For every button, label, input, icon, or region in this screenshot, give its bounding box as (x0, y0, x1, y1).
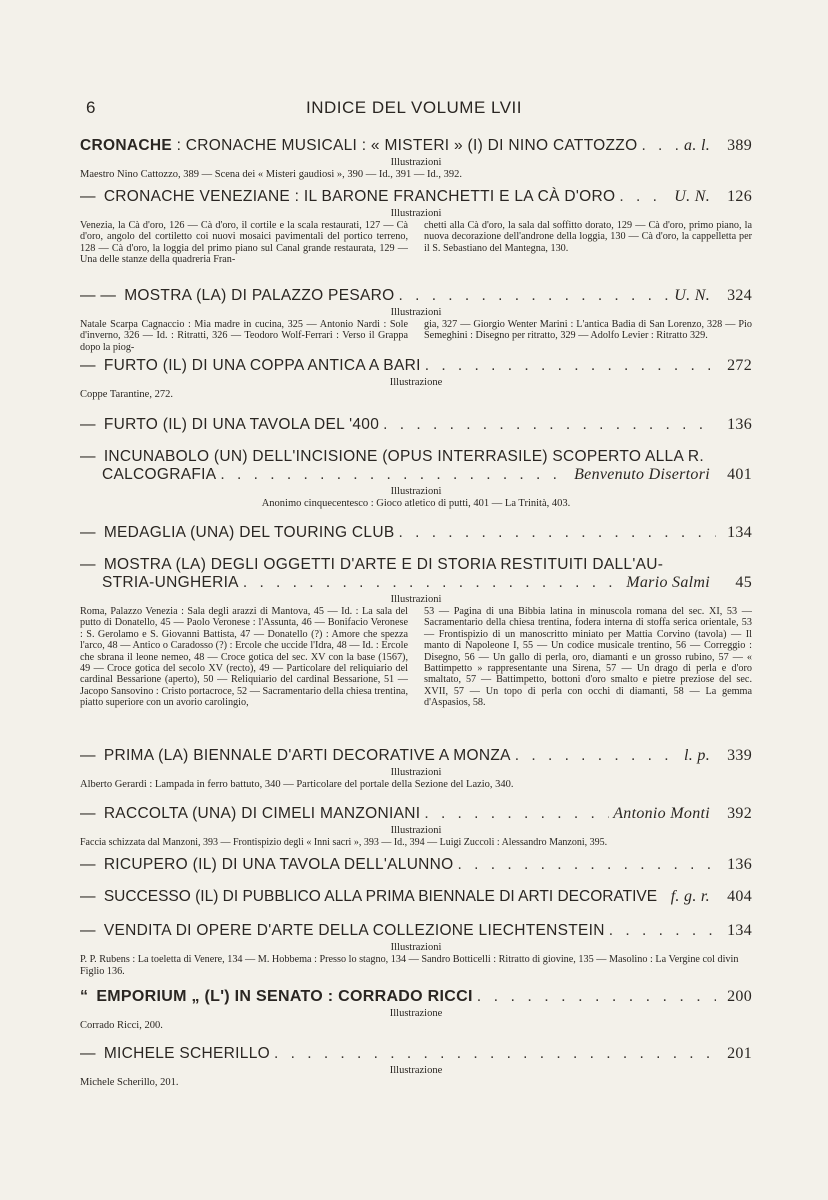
index-entry (80, 416, 752, 434)
entry-title: SUCCESSO (IL) DI PUBBLICO ALLA PRIMA BIENNALE DI ARTI DECORATIVE (103, 888, 658, 905)
entry-title: VENDITA DI OPERE D'ARTE DELLA COLLEZIONE LIECHTENSTEIN (103, 922, 605, 939)
entry-dash: — (80, 747, 96, 764)
illustrations-label: Illustrazioni (390, 825, 442, 836)
caption-columns (80, 319, 752, 353)
illustrations-label: Illustrazioni (390, 942, 442, 953)
index-entry (80, 556, 752, 709)
illustration-caption: Anonimo cinquecentesco : Gioco atletico di putti, 401 — La Trinità, 403. (261, 498, 571, 509)
index-entry (80, 1045, 752, 1089)
entry-dash: — (80, 357, 96, 374)
illustration-caption: Alberto Gerardi : Lampada in ferro battuto, 340 — Particolare del portale della Sezione del Lazio, 340. (80, 779, 514, 790)
entry-author: U. N. (674, 287, 710, 304)
entry-page: 45 (735, 574, 752, 591)
index-entry (80, 448, 752, 510)
leader-dots (274, 1045, 716, 1063)
index-entry (80, 922, 752, 978)
leader-dots (619, 188, 670, 206)
entry-title: CRONACHE VENEZIANE : IL BARONE FRANCHETTI E LA CÀ D'ORO (103, 188, 616, 205)
entry-author: Mario Salmi (626, 574, 710, 591)
illustrations-label: Illustrazioni (390, 767, 442, 778)
entry-page: 136 (727, 416, 752, 433)
entry-dash: — (80, 416, 96, 433)
illustration-caption: Maestro Nino Cattozzo, 389 — Scena dei « Misteri gaudiosi », 390 — Id., 391 — Id., 392. (80, 169, 463, 180)
entry-author: Antonio Monti (613, 805, 710, 822)
page-header (0, 98, 828, 122)
caption-column-left: Natale Scarpa Cagnaccio : Mia madre in cucina, 325 — Antonio Nardi : Sole d'inverno, 326 — Id. : Ritratti, 326 — Teodoro Wolf-Ferrari : Verso il Grappa dopo la piog- (80, 319, 408, 353)
entry-dash: — (80, 556, 96, 573)
entry-author: U. N. (674, 188, 710, 205)
illustration-caption: P. P. Rubens : La toeletta di Venere, 134 — M. Hobbema : Presso lo stagno, 134 — Sandro Botticelli : Ritratto di giovine, 135 — Masolino : La Vergine col divin Figlio 136. (80, 954, 739, 977)
entry-page: 201 (727, 1045, 752, 1062)
entry-title: PRIMA (LA) BIENNALE D'ARTI DECORATIVE A MONZA (103, 747, 511, 764)
caption-column-right: chetti alla Cà d'oro, la sala dal soffitto dorato, 129 — Cà d'oro, primo piano, la nuova decorazione dell'androne della loggia, 130 — Cà d'oro, la cappelletta per il S. Sebastiano del Mantegna, 130. (424, 220, 752, 254)
illustrations-label: Illustrazioni (390, 208, 442, 219)
leader-dots (458, 856, 716, 874)
entry-title: RICUPERO (IL) DI UNA TAVOLA DELL'ALUNNO (103, 856, 454, 873)
leader-dots (424, 805, 609, 823)
entry-dash: — (80, 922, 96, 939)
entry-page: 134 (727, 524, 752, 541)
entry-title: MICHELE SCHERILLO (103, 1045, 270, 1062)
entry-page: 339 (727, 747, 752, 764)
index-entry (80, 888, 752, 906)
entry-author: a. l. (684, 137, 710, 154)
entry-dash: — — (80, 287, 117, 304)
entry-title: MOSTRA (LA) DEGLI OGGETTI D'ARTE E DI STORIA RESTITUITI DALL'AU- (103, 556, 664, 573)
index-entry (80, 357, 752, 401)
index-entry (80, 856, 752, 874)
caption-column-right: gia, 327 — Giorgio Wenter Marini : L'antica Badia di San Lorenzo, 328 — Pio Semeghini : Disegno per ritratto, 329 — Adolfo Levier : Ritratto 329. (424, 319, 752, 342)
illustration-label: Illustrazione (389, 1008, 443, 1019)
leader-dots (641, 137, 680, 155)
entry-page: 401 (727, 466, 752, 483)
entry-dash: — (80, 188, 96, 205)
entry-page: 392 (727, 805, 752, 822)
entry-page: 136 (727, 856, 752, 873)
caption-column-left: Venezia, la Cà d'oro, 126 — Cà d'oro, il cortile e la scala restaurati, 127 — Cà d'oro, angolo del cortiletto coi nuovi mosaici pavimentali del portico terreno, 128 — Cà d'oro, la loggia del primo piano sul Canal grande restaurata, 129 — Una delle stanze della quadreria Fran- (80, 220, 408, 266)
entry-dash: — (80, 448, 96, 465)
illustration-caption: Faccia schizzata dal Manzoni, 393 — Frontispizio degli « Inni sacri », 393 — Id., 394 — Luigi Zuccoli : Alessandro Manzoni, 395. (80, 837, 608, 848)
leader-dots (398, 524, 716, 542)
page-number: 6 (86, 98, 96, 117)
entry-title-continued: CALCOGRAFIA (102, 466, 217, 483)
entry-title: MEDAGLIA (UNA) DEL TOURING CLUB (103, 524, 395, 541)
illustrations-label: Illustrazioni (390, 594, 442, 605)
leader-dots (220, 466, 570, 484)
entry-open-quote: “ (80, 988, 89, 1005)
entry-dash: — (80, 888, 96, 905)
entry-author: f. g. r. (670, 888, 710, 905)
index-entry (80, 137, 752, 181)
leader-dots (609, 922, 716, 940)
entry-dash: — (80, 805, 96, 822)
index-entry (80, 805, 752, 849)
entry-title: MOSTRA (LA) DI PALAZZO PESARO (124, 287, 395, 304)
entry-author: Benvenuto Disertori (574, 466, 710, 483)
illustrations-label: Illustrazioni (390, 307, 442, 318)
entry-page: 126 (727, 188, 752, 205)
caption-columns (80, 220, 752, 266)
entry-page: 404 (727, 888, 752, 905)
index-entry (80, 747, 752, 791)
index-entry (80, 524, 752, 542)
entry-dash: — (80, 524, 96, 541)
leader-dots (383, 416, 716, 434)
illustrations-label: Illustrazioni (390, 157, 442, 168)
entry-title: RACCOLTA (UNA) DI CIMELI MANZONIANI (103, 805, 421, 822)
leader-dots (425, 357, 716, 375)
leader-dots (515, 747, 680, 765)
leader-dots (398, 287, 670, 305)
index-entry (80, 188, 752, 266)
entry-page: 324 (727, 287, 752, 304)
entry-title: FURTO (IL) DI UNA TAVOLA DEL '400 (103, 416, 380, 433)
caption-column-right: 53 — Pagina di una Bibbia latina in minuscola romana del sec. XI, 53 — Sacramentario della chiesa trentina, fodera interna di stoffa serica orientale, 53 — Frontispizio di un manoscritto miniato per Mattia Corvino (tavola) — Il manto di Napoleone I, 55 — Un codice musicale trentino, 56 — Correggio : Disegno, 56 — Un gallo di perla, oro, diamanti e un grosso rubino, 57 — « Battimpetto » rappresentante una Sirena, 57 — Un drago di perla e d'oro smaltato, 57 — Battimpetto, bottoni d'oro smalto e pietre preziose del sec. XVII, 57 — Un topo di perla con occhi di diamanti, 58 — La gemma d'Aspasios, 58. (424, 606, 752, 709)
illustrations-label: Illustrazioni (390, 486, 442, 497)
illustration-label: Illustrazione (389, 377, 443, 388)
entry-page: 389 (727, 137, 752, 154)
entry-author: l. p. (684, 747, 710, 764)
entry-page: 134 (727, 922, 752, 939)
illustration-label: Illustrazione (389, 1065, 443, 1076)
leader-dots (243, 574, 622, 592)
entry-title: CRONACHE : CRONACHE MUSICALI : « MISTERI » (I) DI NINO CATTOZZO (80, 137, 638, 154)
entry-page: 200 (727, 988, 752, 1005)
running-head: INDICE DEL VOLUME LVII (306, 98, 522, 117)
entry-title: INCUNABOLO (UN) DELL'INCISIONE (OPUS INTERRASILE) SCOPERTO ALLA R. (103, 448, 704, 465)
illustration-caption: Corrado Ricci, 200. (80, 1020, 163, 1031)
caption-columns (80, 606, 752, 709)
index-entry (80, 988, 752, 1032)
index-entry (80, 287, 752, 353)
entry-title: EMPORIUM „ (L') IN SENATO : CORRADO RICCI (96, 988, 473, 1005)
illustration-caption: Coppe Tarantine, 272. (80, 389, 173, 400)
caption-column-left: Roma, Palazzo Venezia : Sala degli arazzi di Mantova, 45 — Id. : La sala del putto di Donatello, 45 — Paolo Veronese : l'Assunta, 46 — Bonifacio Veronese : S. Gerolamo e S. Giovanni Battista, 47 — Donatello (?) : Amore che spezza l'arco, 48 — Antico o Caradosso (?) : Ercole che uccide l'Idra, 48 — Id. : Ercole che sbrana il leone nemeo, 48 — Croce gotica del sec. XV con la base (1567), 49 — Croce gotica del secolo XV (recto), 49 — Particolare del reliquiario del cardinal Bessarione (aperto), 50 — Reliquiario del cardinal Bessarione, 51 — Jacopo Sansovino : Cristo portacroce, 52 — Sacramentario della chiesa trentina, piatto superiore con un avorio carolingio, (80, 606, 408, 709)
leader-dots (477, 988, 716, 1006)
entry-title: FURTO (IL) DI UNA COPPA ANTICA A BARI (103, 357, 421, 374)
illustration-caption: Michele Scherillo, 201. (80, 1077, 179, 1088)
entry-dash: — (80, 856, 96, 873)
entry-page: 272 (727, 357, 752, 374)
entry-dash: — (80, 1045, 96, 1062)
entry-title-continued: STRIA-UNGHERIA (102, 574, 239, 591)
